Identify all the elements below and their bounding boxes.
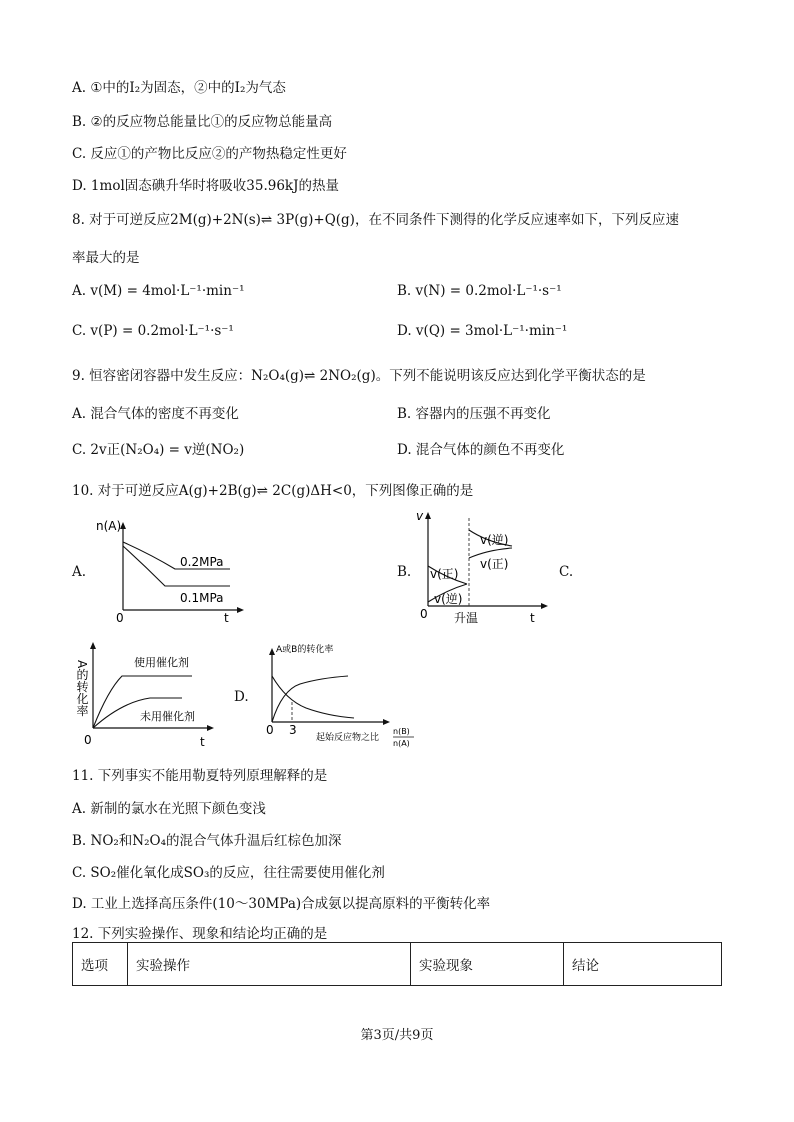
q9-option-d: D. 混合气体的颜色不再变化	[397, 442, 565, 458]
fig-a-origin: 0	[116, 611, 124, 625]
fig-c-origin: 0	[84, 733, 92, 747]
q10-label-d: D.	[234, 689, 249, 705]
q11-option-c: C. SO₂催化氧化成SO₃的反应，往往需要使用催化剂	[72, 865, 385, 881]
page-footer: 第3页/共9页	[360, 1028, 434, 1043]
fig-c-ylabel: A的转化率	[75, 660, 89, 717]
q8-option-c: C. v(P) = 0.2mol·L⁻¹·s⁻¹	[72, 323, 234, 339]
fig-b-origin: 0	[420, 607, 428, 621]
fig-d-ratio-num: n(B)	[393, 727, 410, 736]
fig-b-ylabel: v	[416, 509, 424, 523]
q9-option-b: B. 容器内的压强不再变化	[397, 406, 551, 422]
q10-figure-d	[258, 640, 418, 750]
table-header-row	[73, 943, 722, 986]
fig-d-xlabel: 起始反应物之比	[316, 733, 380, 743]
q8-option-b: B. v(N) = 0.2mol·L⁻¹·s⁻¹	[397, 283, 562, 299]
q9-option-a: A. 混合气体的密度不再变化	[72, 406, 239, 422]
q7-option-c: C. 反应①的产物比反应②的产物热稳定性更好	[72, 146, 347, 162]
q11-stem: 11. 下列事实不能用勒夏特列原理解释的是	[72, 768, 328, 784]
q7-option-a: A. ①中的I₂为固态，②中的I₂为气态	[72, 80, 286, 96]
q7-option-d: D. 1mol固态碘升华时将吸收35.96kJ的热量	[72, 178, 340, 194]
q10-figure-b	[412, 506, 552, 628]
table-header-cell: 实验操作	[128, 943, 411, 986]
q10-label-b: B.	[397, 564, 412, 580]
fig-a-xlabel: t	[224, 611, 229, 625]
fig-b-before-reverse: v(逆)	[434, 592, 463, 606]
fig-c-series-2: 未用催化剂	[140, 710, 195, 723]
fig-c-series-1: 使用催化剂	[134, 656, 189, 669]
q9-option-c: C. 2v正(N₂O₄) = v逆(NO₂)	[72, 442, 245, 458]
fig-b-event: 升温	[454, 611, 479, 625]
q9-stem: 9. 恒容密闭容器中发生反应：N₂O₄(g)⇌ 2NO₂(g)。下列不能说明该反应达到化学平衡状态的是	[72, 368, 646, 384]
table-header-cell: 结论	[564, 943, 722, 986]
fig-b-after-reverse: v(逆)	[480, 533, 509, 547]
q10-label-c: C.	[559, 564, 574, 580]
q11-option-b: B. NO₂和N₂O₄的混合气体升温后红棕色加深	[72, 833, 342, 849]
q8-option-a: A. v(M) = 4mol·L⁻¹·min⁻¹	[72, 283, 245, 299]
q8-option-d: D. v(Q) = 3mol·L⁻¹·min⁻¹	[397, 323, 568, 339]
q12-stem: 12. 下列实验操作、现象和结论均正确的是	[72, 926, 328, 942]
fig-d-ratio-den: n(A)	[393, 739, 410, 748]
fig-d-tick: 3	[289, 723, 297, 737]
q10-figure-a	[90, 514, 250, 626]
fig-a-series-2: 0.1MPa	[180, 591, 224, 605]
q8-stem-line2: 率最大的是	[72, 250, 140, 266]
fig-b-after-forward: v(正)	[480, 557, 509, 571]
fig-a-ylabel: n(A)	[96, 519, 122, 533]
fig-a-series-1: 0.2MPa	[180, 555, 224, 569]
table-header-cell: 实验现象	[411, 943, 564, 986]
table-header-cell: 选项	[73, 943, 128, 986]
fig-c-xlabel: t	[200, 735, 205, 749]
q7-option-b: B. ②的反应物总能量比①的反应物总能量高	[72, 114, 333, 130]
fig-d-origin: 0	[266, 723, 274, 737]
fig-b-xlabel: t	[530, 611, 535, 625]
q10-label-a: A.	[72, 564, 87, 580]
q10-stem: 10. 对于可逆反应A(g)+2B(g)⇌ 2C(g)ΔH<0，下列图像正确的是	[72, 483, 474, 499]
fig-d-title: A或B的转化率	[276, 645, 334, 655]
q11-option-d: D. 工业上选择高压条件(10～30MPa)合成氨以提高原料的平衡转化率	[72, 896, 491, 912]
q10-figure-c	[72, 640, 222, 750]
q11-option-a: A. 新制的氯水在光照下颜色变浅	[72, 801, 266, 817]
q8-stem-line1: 8. 对于可逆反应2M(g)+2N(s)⇌ 3P(g)+Q(g)，在不同条件下测得的化学反应速率如下，下列反应速	[72, 212, 679, 228]
fig-b-before-forward: v(正)	[430, 567, 459, 581]
q12-table	[72, 942, 722, 986]
